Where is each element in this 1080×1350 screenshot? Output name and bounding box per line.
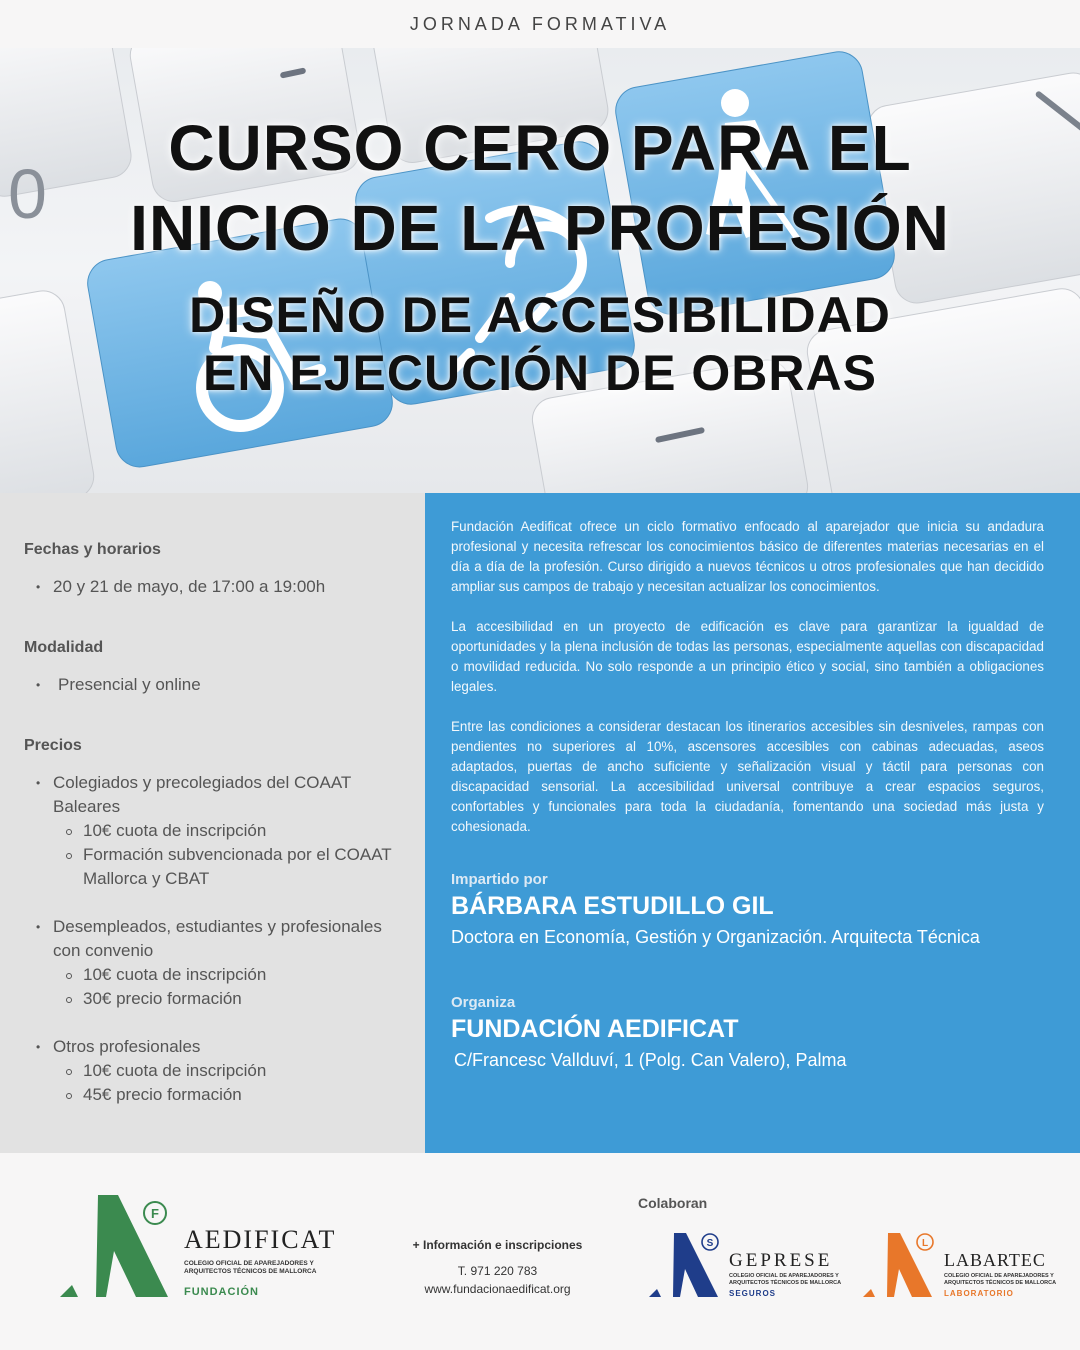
organizer-label: Organiza	[451, 994, 516, 1011]
contact-phone[interactable]: T. 971 220 783	[457, 1264, 538, 1278]
price-group	[24, 1035, 401, 1107]
description-panel	[425, 493, 1080, 1153]
price-item: 45€ precio formación	[53, 1083, 401, 1107]
aedificat-name: AEDIFICAT	[184, 1225, 337, 1254]
contact-website[interactable]: www.fundacionaedificat.org	[424, 1282, 571, 1296]
price-sublist	[53, 1059, 401, 1107]
aedificat-badge: F	[151, 1206, 159, 1221]
aedificat-subtitle-line1: COLEGIO OFICIAL DE APAREJADORES Y	[184, 1260, 314, 1267]
geprese-subtitle-line2: ARQUITECTOS TÉCNICOS DE MALLORCA	[729, 1279, 842, 1286]
contact-title: + Información e inscripciones	[412, 1238, 583, 1252]
geprese-subtitle-line1: COLEGIO OFICIAL DE APAREJADORES Y	[729, 1273, 839, 1279]
description-paragraph: Entre las condiciones a considerar destacan los itinerarios accesibles sin desniveles, rampas con pendientes no superiores al 10%, ascensores accesibles con cabinas adecuadas, aseos adaptados, puertas de ancho suficiente y señalización visual y táctil para personas con discapacidad sensorial. La accesibilidad universal contribuye a crear espacios seguros, confortables y funcionales para toda la ciudadanía, fomentando una sociedad más justa y cohesionada.	[451, 719, 1044, 834]
top-band	[0, 0, 1080, 48]
aedificat-subtitle	[184, 1260, 316, 1276]
labartec-subtitle-line2: ARQUITECTOS TÉCNICOS DE MALLORCA	[944, 1279, 1057, 1286]
price-group-label: Desempleados, estudiantes y profesionales con convenio	[53, 917, 382, 960]
aedificat-tag: FUNDACIÓN	[184, 1286, 259, 1298]
hero-text	[0, 108, 1080, 402]
price-item: 10€ cuota de inscripción	[53, 819, 401, 843]
price-group-label: Colegiados y precolegiados del COAAT Baleares	[53, 773, 351, 816]
labartec-subtitle-line1: COLEGIO OFICIAL DE APAREJADORES Y	[944, 1273, 1054, 1279]
description-paragraph: Fundación Aedificat ofrece un ciclo formativo enfocado al aparejador que inicia su andadura profesional y necesita refrescar los conocimientos básico de diferentes materias necesarias en el día a día de la profesión. Curso dirigido a nuevos técnicos u otros profesionales que han decidido ampliar sus campos de trabajo y necesitan actualizar los conocimientos.	[451, 519, 1044, 594]
geprese-subtitle	[729, 1273, 841, 1286]
hero-banner	[0, 48, 1080, 493]
labartec-tag: LABORATORIO	[944, 1289, 1014, 1298]
aedificat-mark-icon	[58, 1193, 188, 1303]
speaker-title: Doctora en Economía, Gestión y Organización. Arquitecta Técnica	[451, 927, 980, 947]
mode-heading: Modalidad	[24, 639, 104, 656]
speaker-label: Impartido por	[451, 871, 548, 888]
price-group	[24, 915, 401, 1011]
course-description	[451, 517, 1044, 837]
mode-list	[24, 673, 401, 697]
prices-list	[24, 771, 401, 1107]
course-title-line1: CURSO CERO PARA EL	[168, 112, 912, 184]
contact-block	[395, 1238, 600, 1296]
course-subtitle-line1: DISEÑO DE ACCESIBILIDAD	[189, 287, 891, 343]
labartec-mark-icon	[862, 1229, 940, 1301]
labartec-badge: L	[921, 1238, 929, 1249]
price-sublist	[53, 819, 401, 891]
course-title-line2: INICIO DE LA PROFESIÓN	[130, 192, 950, 264]
event-tagline: JORNADA FORMATIVA	[409, 13, 671, 34]
details-panel	[0, 493, 425, 1153]
key-glyph-zero: 0	[8, 155, 47, 233]
price-item: 10€ cuota de inscripción	[53, 1059, 401, 1083]
price-group-label: Otros profesionales	[53, 1037, 201, 1056]
geprese-badge: S	[706, 1238, 714, 1249]
dates-heading: Fechas y horarios	[24, 541, 161, 558]
collaborators-label: Colaboran	[638, 1195, 708, 1211]
list-item: • Presencial y online	[24, 673, 401, 697]
price-item: 30€ precio formación	[53, 987, 401, 1011]
course-subtitle	[0, 286, 1080, 402]
prices-heading: Precios	[24, 737, 82, 754]
course-title	[0, 108, 1080, 268]
dates-list	[24, 575, 401, 599]
price-item: Formación subvencionada por el COAAT Mallorca y CBAT	[53, 843, 401, 891]
labartec-name: LABARTEC	[944, 1250, 1046, 1270]
labartec-subtitle	[944, 1273, 1056, 1286]
geprese-name: GEPRESE	[729, 1250, 833, 1271]
price-sublist	[53, 963, 401, 1011]
speaker-name: BÁRBARA ESTUDILLO GIL	[451, 892, 774, 920]
price-item: 10€ cuota de inscripción	[53, 963, 401, 987]
geprese-mark-icon	[648, 1229, 724, 1301]
organizer-name: FUNDACIÓN AEDIFICAT	[451, 1015, 739, 1043]
geprese-tag: SEGUROS	[729, 1289, 777, 1298]
organizer-address: C/Francesc Vallduví, 1 (Polg. Can Valero), Palma	[454, 1050, 847, 1070]
aedificat-subtitle-line2: ARQUITECTOS TÉCNICOS DE MALLORCA	[184, 1268, 317, 1275]
description-paragraph: La accesibilidad en un proyecto de edificación es clave para garantizar la igualdad de oportunidades y la plena inclusión de todas las personas, especialmente aquellas con discapacidad o movilidad reducida. No solo responde a un principio ético y social, sino también a obligaciones legales.	[451, 619, 1044, 694]
list-item: • 20 y 21 de mayo, de 17:00 a 19:00h	[24, 575, 401, 599]
price-group	[24, 771, 401, 891]
footer	[0, 1153, 1080, 1350]
course-subtitle-line2: EN EJECUCIÓN DE OBRAS	[203, 345, 877, 401]
